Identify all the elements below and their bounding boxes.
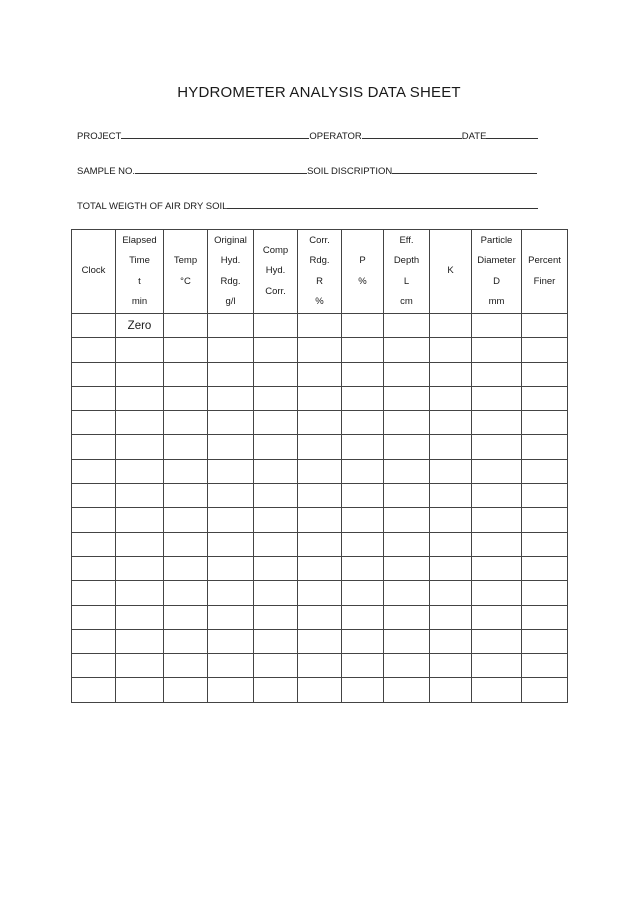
table-cell[interactable]	[72, 581, 116, 605]
header-text: P	[359, 255, 366, 266]
table-cell[interactable]	[472, 314, 522, 338]
table-cell[interactable]	[254, 629, 298, 653]
table-cell[interactable]	[342, 411, 384, 435]
header-text: °C	[180, 275, 191, 287]
project-field[interactable]	[121, 129, 309, 139]
table-cell[interactable]	[342, 362, 384, 386]
hydrometer-table	[71, 229, 568, 703]
header-text: Temp	[173, 255, 198, 266]
soil-description-field[interactable]	[392, 164, 537, 174]
table-cell[interactable]	[472, 362, 522, 386]
table-cell[interactable]	[342, 338, 384, 362]
project-line	[77, 129, 538, 142]
table-row	[72, 532, 568, 556]
table-cell[interactable]	[208, 508, 254, 532]
table-cell[interactable]	[72, 435, 116, 459]
table-cell[interactable]	[116, 484, 164, 508]
header-text: R	[316, 275, 323, 287]
table-cell[interactable]	[116, 654, 164, 678]
table-cell[interactable]	[384, 605, 430, 629]
table-cell[interactable]	[254, 338, 298, 362]
table-cell[interactable]	[342, 508, 384, 532]
table-cell[interactable]	[164, 581, 208, 605]
table-cell[interactable]	[472, 678, 522, 702]
table-cell[interactable]	[72, 556, 116, 580]
table-cell[interactable]	[384, 678, 430, 702]
table-cell[interactable]	[164, 411, 208, 435]
table-cell[interactable]	[254, 386, 298, 410]
header-text: Depth	[393, 255, 420, 266]
table-cell[interactable]	[72, 532, 116, 556]
table-cell[interactable]	[522, 654, 568, 678]
table-cell[interactable]	[116, 629, 164, 653]
table-cell[interactable]	[342, 556, 384, 580]
table-row	[72, 484, 568, 508]
table-cell[interactable]	[254, 581, 298, 605]
table-cell[interactable]	[430, 532, 472, 556]
table-cell[interactable]	[116, 386, 164, 410]
table-cell[interactable]	[522, 362, 568, 386]
table-cell[interactable]	[116, 678, 164, 702]
table-cell[interactable]	[430, 435, 472, 459]
table-cell[interactable]	[342, 605, 384, 629]
table-cell[interactable]	[384, 411, 430, 435]
total-weight-label: TOTAL WEIGTH OF AIR DRY SOIL	[77, 201, 228, 212]
table-cell[interactable]	[254, 678, 298, 702]
table-cell[interactable]	[208, 314, 254, 338]
table-cell[interactable]	[472, 411, 522, 435]
table-cell[interactable]	[208, 678, 254, 702]
project-label: PROJECT	[77, 131, 122, 142]
table-cell[interactable]	[164, 362, 208, 386]
table-cell[interactable]	[116, 581, 164, 605]
header-text: Elapsed	[122, 234, 157, 246]
header-text: D	[493, 275, 500, 287]
header-text: Percent	[528, 255, 561, 266]
table-cell[interactable]	[116, 508, 164, 532]
table-cell[interactable]	[208, 605, 254, 629]
table-cell[interactable]	[164, 654, 208, 678]
table-row	[72, 314, 568, 338]
table-cell[interactable]	[72, 484, 116, 508]
table-cell[interactable]	[298, 484, 342, 508]
table-cell[interactable]	[116, 532, 164, 556]
header-text: min	[131, 296, 148, 307]
column-header	[208, 230, 254, 314]
table-cell[interactable]	[522, 605, 568, 629]
table-cell[interactable]	[522, 556, 568, 580]
sheet-title: HYDROMETER ANALYSIS DATA SHEET	[177, 84, 461, 101]
header-text: Comp	[262, 244, 289, 256]
table-cell[interactable]	[298, 605, 342, 629]
table-cell[interactable]	[522, 532, 568, 556]
table-cell[interactable]	[522, 314, 568, 338]
table-cell[interactable]	[298, 581, 342, 605]
table-cell[interactable]	[298, 411, 342, 435]
table-cell[interactable]	[342, 314, 384, 338]
table-cell[interactable]	[472, 386, 522, 410]
table-row	[72, 581, 568, 605]
table-cell[interactable]	[116, 338, 164, 362]
table-cell[interactable]	[298, 556, 342, 580]
table-cell[interactable]	[472, 654, 522, 678]
table-cell[interactable]	[254, 654, 298, 678]
table-cell[interactable]	[430, 484, 472, 508]
table-cell[interactable]	[298, 435, 342, 459]
table-cell[interactable]	[72, 411, 116, 435]
header-text: Clock	[81, 265, 106, 277]
table-cell[interactable]	[522, 629, 568, 653]
table-cell[interactable]	[72, 654, 116, 678]
table-cell[interactable]	[72, 362, 116, 386]
table-cell[interactable]	[522, 338, 568, 362]
column-header	[522, 230, 568, 314]
table-cell[interactable]	[298, 654, 342, 678]
table-cell[interactable]	[384, 386, 430, 410]
table-cell[interactable]	[72, 459, 116, 483]
header-text: Hyd.	[220, 255, 241, 266]
soil-description-label: SOIL DISCRIPTION	[307, 166, 393, 177]
header-text: Corr.	[265, 285, 286, 297]
table-cell[interactable]	[164, 459, 208, 483]
table-cell[interactable]	[522, 678, 568, 702]
header-text: Hyd.	[265, 265, 286, 277]
table-cell[interactable]	[342, 581, 384, 605]
table-cell[interactable]	[430, 629, 472, 653]
table-row	[72, 508, 568, 532]
table-cell[interactable]	[342, 532, 384, 556]
table-row	[72, 654, 568, 678]
column-header	[254, 230, 298, 314]
table-cell[interactable]	[208, 581, 254, 605]
column-header	[430, 230, 472, 314]
table-cell[interactable]	[430, 362, 472, 386]
table-cell[interactable]	[298, 678, 342, 702]
column-header	[472, 230, 522, 314]
table-cell[interactable]	[116, 411, 164, 435]
table-cell[interactable]	[164, 678, 208, 702]
table-cell[interactable]	[254, 314, 298, 338]
table-cell[interactable]	[254, 556, 298, 580]
table-cell[interactable]	[208, 629, 254, 653]
table-cell[interactable]	[342, 678, 384, 702]
table-cell[interactable]	[254, 484, 298, 508]
header-text: Particle	[480, 234, 513, 246]
table-row	[72, 605, 568, 629]
sample-line	[77, 164, 537, 177]
table-cell[interactable]	[116, 556, 164, 580]
table-cell[interactable]	[254, 459, 298, 483]
table-cell[interactable]	[164, 556, 208, 580]
table-cell[interactable]	[254, 411, 298, 435]
table-cell[interactable]	[298, 314, 342, 338]
table-cell[interactable]	[384, 435, 430, 459]
table-cell[interactable]	[472, 605, 522, 629]
table-cell[interactable]	[208, 435, 254, 459]
column-header	[298, 230, 342, 314]
zero-time-value: Zero	[127, 319, 152, 332]
table-cell[interactable]	[342, 629, 384, 653]
table-cell[interactable]	[472, 338, 522, 362]
total-weight-field[interactable]	[227, 199, 538, 209]
header-text: mm	[488, 296, 505, 307]
table-cell[interactable]	[116, 314, 164, 338]
table-cell[interactable]	[298, 459, 342, 483]
table-cell[interactable]	[342, 654, 384, 678]
table-row	[72, 678, 568, 702]
table-cell[interactable]	[522, 484, 568, 508]
table-cell[interactable]	[430, 508, 472, 532]
table-cell[interactable]	[384, 508, 430, 532]
table-cell[interactable]	[298, 338, 342, 362]
table-row	[72, 338, 568, 362]
header-text: Finer	[533, 275, 556, 287]
column-header	[342, 230, 384, 314]
table-cell[interactable]	[72, 338, 116, 362]
operator-label: OPERATOR	[309, 131, 362, 142]
table-cell[interactable]	[298, 362, 342, 386]
table-cell[interactable]	[384, 362, 430, 386]
table-cell[interactable]	[472, 629, 522, 653]
table-cell[interactable]	[522, 435, 568, 459]
table-cell[interactable]	[254, 532, 298, 556]
table-cell[interactable]	[430, 459, 472, 483]
table-cell[interactable]	[164, 629, 208, 653]
table-cell[interactable]	[208, 654, 254, 678]
table-cell[interactable]	[472, 581, 522, 605]
table-row	[72, 556, 568, 580]
table-cell[interactable]	[208, 338, 254, 362]
table-cell[interactable]	[164, 508, 208, 532]
table-cell[interactable]	[164, 386, 208, 410]
header-row	[72, 230, 568, 314]
header-text: Time	[129, 255, 150, 266]
table-row	[72, 629, 568, 653]
table-row	[72, 411, 568, 435]
sample-no-label: SAMPLE NO.	[77, 166, 136, 177]
table-cell[interactable]	[72, 386, 116, 410]
table-cell[interactable]	[208, 484, 254, 508]
table-row	[72, 362, 568, 386]
table-cell[interactable]	[472, 532, 522, 556]
date-label: DATE	[461, 131, 487, 142]
table-cell[interactable]	[208, 386, 254, 410]
header-text: %	[315, 296, 324, 307]
table-cell[interactable]	[72, 314, 116, 338]
table-cell[interactable]	[72, 678, 116, 702]
header-text: Original	[214, 234, 247, 246]
sample-no-field[interactable]	[135, 164, 307, 174]
table-cell[interactable]	[208, 362, 254, 386]
table-cell[interactable]	[164, 435, 208, 459]
table-cell[interactable]	[522, 508, 568, 532]
table-cell[interactable]	[298, 532, 342, 556]
table-cell[interactable]	[116, 605, 164, 629]
table-cell[interactable]	[254, 362, 298, 386]
header-text: Corr.	[309, 234, 330, 246]
table-row	[72, 435, 568, 459]
table-cell[interactable]	[72, 629, 116, 653]
column-header	[116, 230, 164, 314]
header-text: cm	[400, 296, 413, 307]
header-text: g/l	[225, 296, 236, 307]
weight-line	[77, 199, 538, 212]
header-text: t	[138, 275, 141, 287]
table-cell[interactable]	[472, 484, 522, 508]
table-cell[interactable]	[164, 532, 208, 556]
table-cell[interactable]	[72, 605, 116, 629]
table-cell[interactable]	[522, 459, 568, 483]
table-cell[interactable]	[430, 338, 472, 362]
table-cell[interactable]	[72, 508, 116, 532]
table-cell[interactable]	[384, 314, 430, 338]
table-cell[interactable]	[522, 411, 568, 435]
column-header	[384, 230, 430, 314]
table-cell[interactable]	[342, 459, 384, 483]
table-cell[interactable]	[342, 435, 384, 459]
table-cell[interactable]	[430, 654, 472, 678]
table-cell[interactable]	[384, 581, 430, 605]
table-cell[interactable]	[430, 605, 472, 629]
table-cell[interactable]	[298, 508, 342, 532]
column-header	[164, 230, 208, 314]
table-cell[interactable]	[522, 581, 568, 605]
table-cell[interactable]	[430, 556, 472, 580]
header-text: Rdg.	[220, 275, 241, 287]
table-cell[interactable]	[254, 435, 298, 459]
table-cell[interactable]	[430, 386, 472, 410]
table-cell[interactable]	[164, 338, 208, 362]
table-cell[interactable]	[430, 411, 472, 435]
table-cell[interactable]	[384, 338, 430, 362]
table-cell[interactable]	[164, 484, 208, 508]
header-text: Rdg.	[309, 255, 330, 266]
table-cell[interactable]	[164, 314, 208, 338]
header-text: Diameter	[477, 255, 516, 266]
table-cell[interactable]	[208, 411, 254, 435]
table-cell[interactable]	[116, 435, 164, 459]
header-text: L	[403, 275, 410, 287]
table-cell[interactable]	[384, 556, 430, 580]
table-cell[interactable]	[208, 532, 254, 556]
table-cell[interactable]	[472, 435, 522, 459]
table-cell[interactable]	[384, 532, 430, 556]
table-cell[interactable]	[298, 386, 342, 410]
table-cell[interactable]	[208, 556, 254, 580]
table-cell[interactable]	[472, 508, 522, 532]
operator-field[interactable]	[362, 129, 462, 139]
table-cell[interactable]	[298, 629, 342, 653]
table-row	[72, 386, 568, 410]
table-cell[interactable]	[254, 508, 298, 532]
table-cell[interactable]	[384, 654, 430, 678]
table-row	[72, 459, 568, 483]
header-text: %	[358, 275, 367, 287]
table-cell[interactable]	[116, 362, 164, 386]
table-cell[interactable]	[116, 459, 164, 483]
date-field[interactable]	[486, 129, 538, 139]
table-cell[interactable]	[254, 605, 298, 629]
table-cell[interactable]	[208, 459, 254, 483]
table-cell[interactable]	[342, 484, 384, 508]
table-cell[interactable]	[384, 629, 430, 653]
table-cell[interactable]	[384, 484, 430, 508]
table-cell[interactable]	[430, 581, 472, 605]
table-cell[interactable]	[342, 386, 384, 410]
header-text: Eff.	[399, 234, 414, 246]
header-text: K	[447, 265, 454, 277]
column-header	[72, 230, 116, 314]
table-cell[interactable]	[430, 678, 472, 702]
table-cell[interactable]	[384, 459, 430, 483]
table-cell[interactable]	[430, 314, 472, 338]
table-cell[interactable]	[164, 605, 208, 629]
table-cell[interactable]	[472, 556, 522, 580]
table-cell[interactable]	[522, 386, 568, 410]
table-cell[interactable]	[472, 459, 522, 483]
